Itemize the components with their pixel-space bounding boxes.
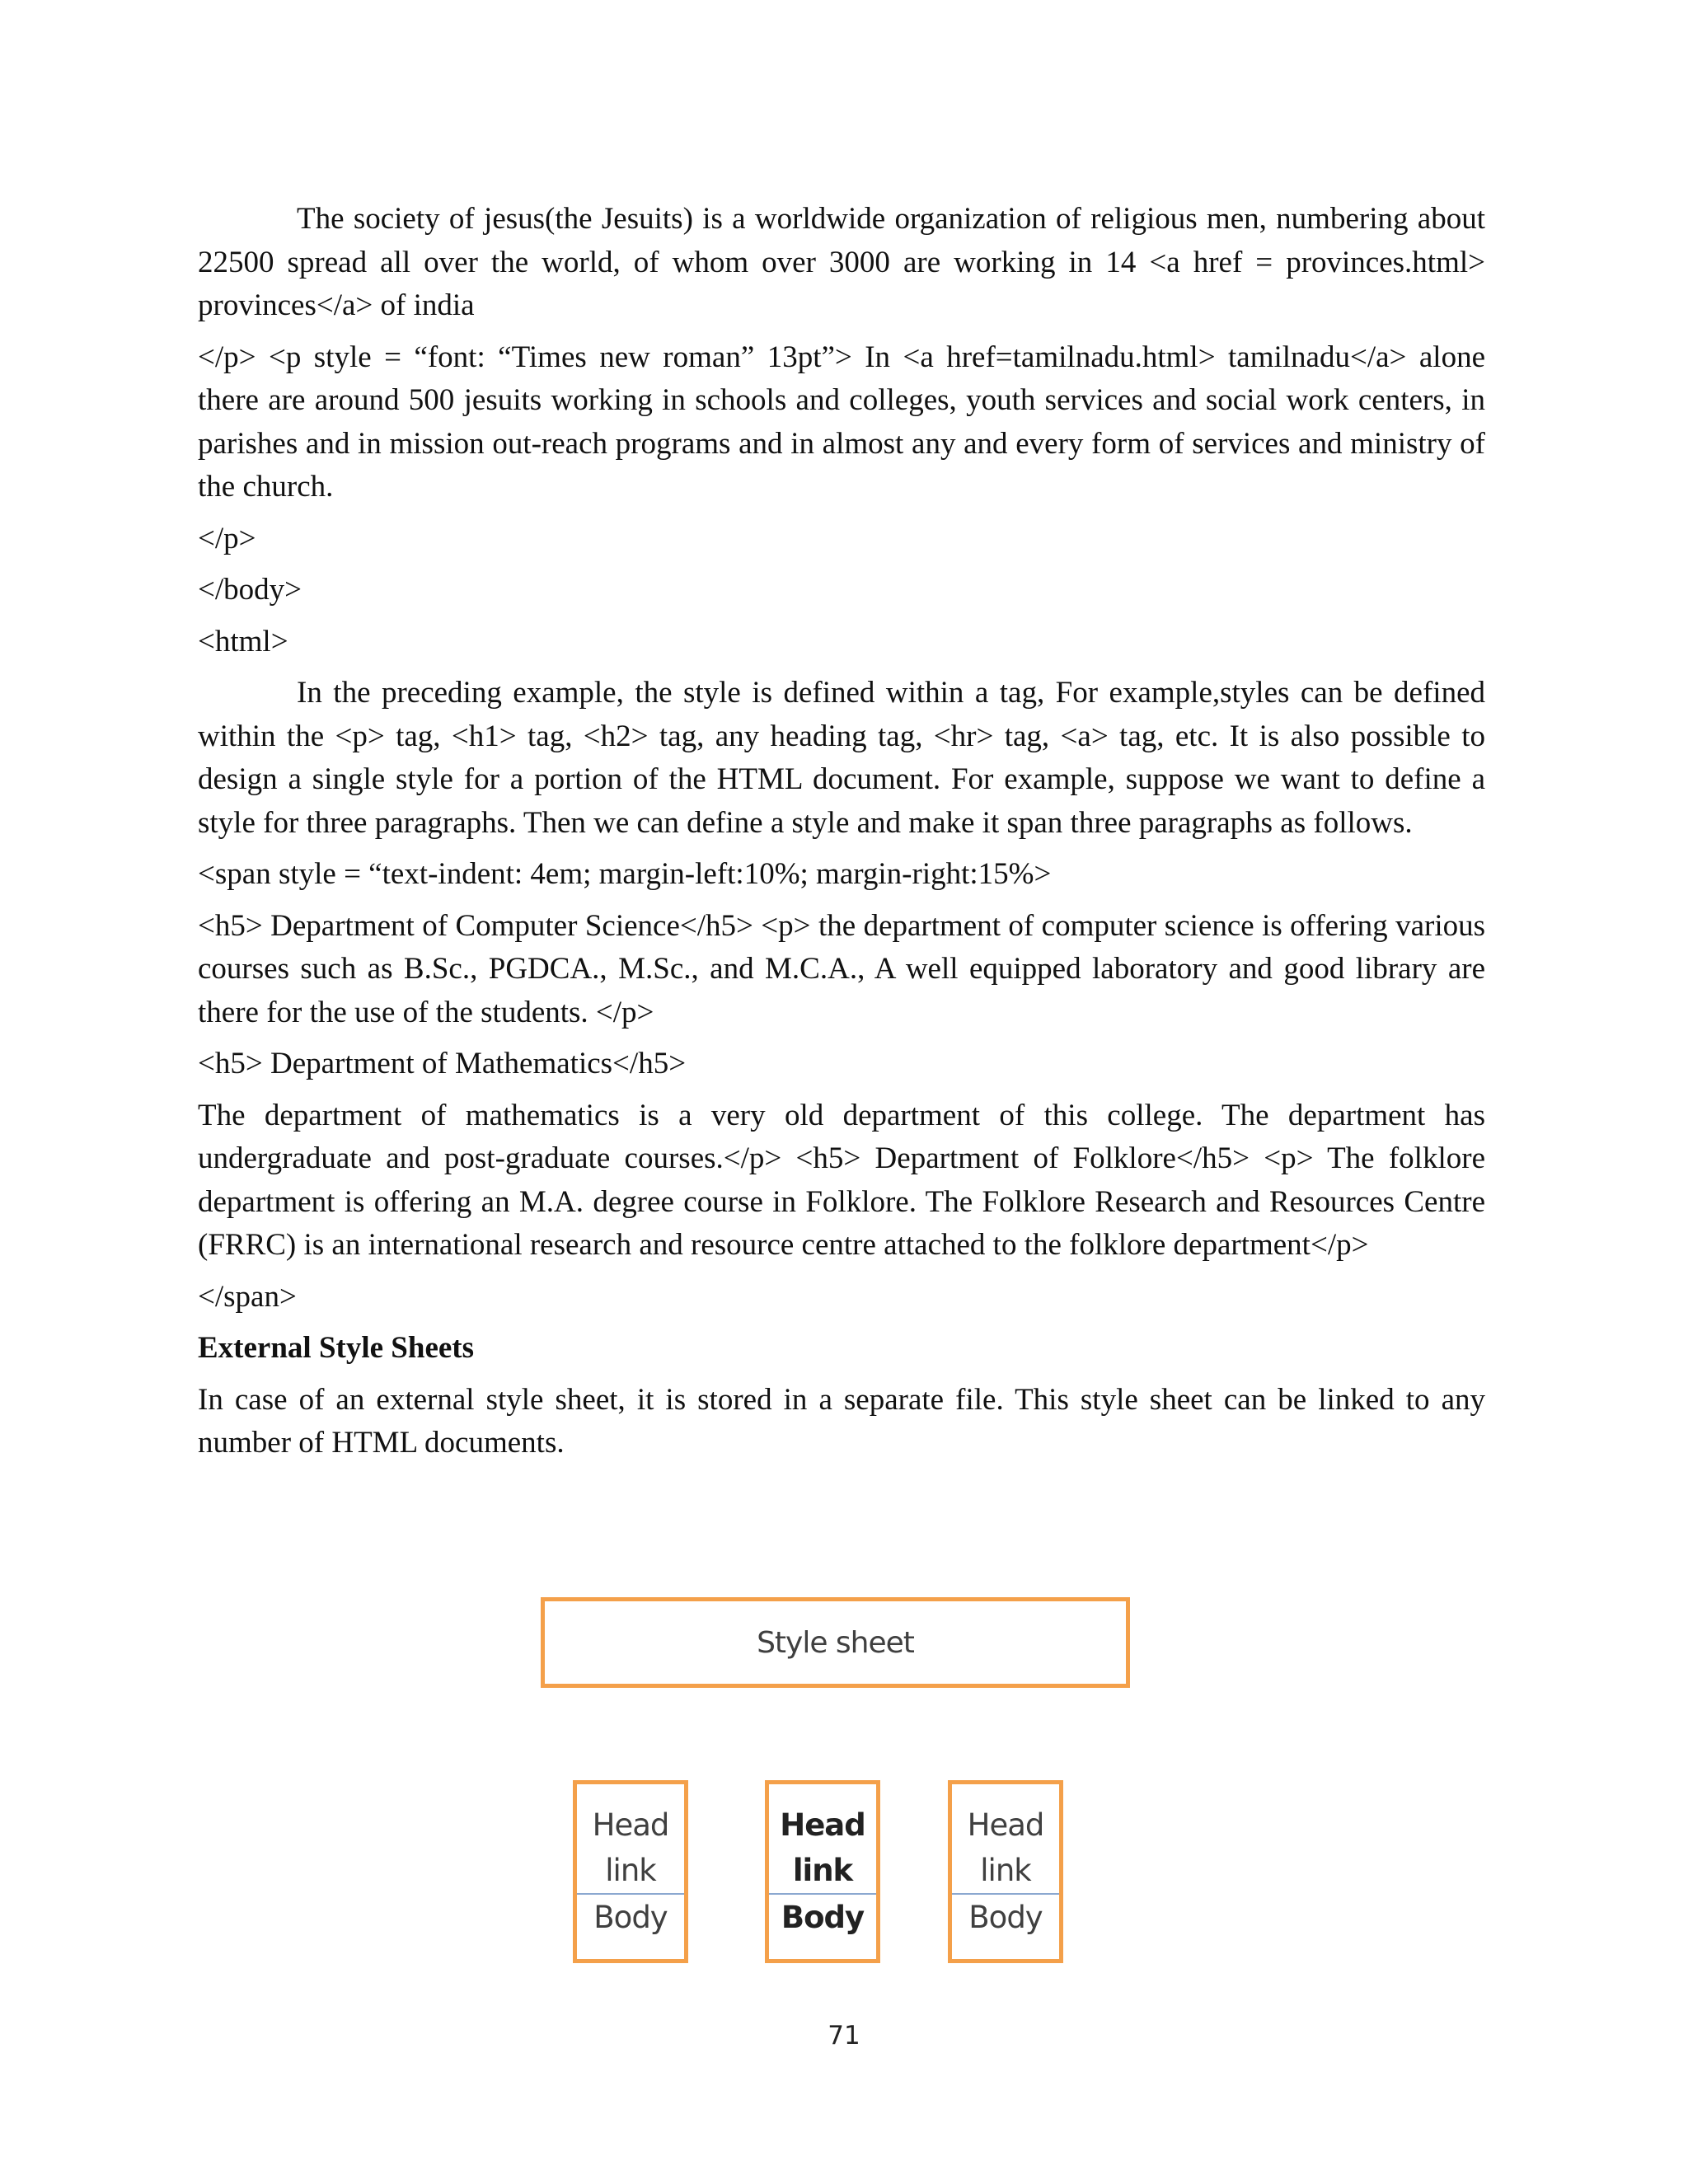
html-document-box-1 xyxy=(573,1780,688,1963)
page-number: 71 xyxy=(828,2021,860,2050)
doc-head-label: Head xyxy=(780,1807,865,1843)
code-line-span-close: </span> xyxy=(198,1279,297,1314)
paragraph-tamilnadu: </p> <p style = “font: “Times new roman” 13pt”> In <a href=tamilnadu.html> tamilnadu</a> alone there are around 500 jesuits working in schools and colleges, youth services and social work centers, in parishes and in mission out-reach programs and in almost any and every form of services and ministry of the church. xyxy=(198,340,1485,504)
document-body xyxy=(198,198,1485,1474)
code-line-span-open: <span style = “text-indent: 4em; margin-left:10%; margin-right:15%> xyxy=(198,857,1052,891)
doc-head-label: Head xyxy=(592,1807,669,1843)
doc-divider xyxy=(769,1893,876,1895)
paragraph-mathematics: The department of mathematics is a very old department of this college. The department has undergraduate and post-graduate courses.</p> <h5> Department of Folklore</h5> <p> The folklore department is offering an M.A. degree course in Folklore. The Folklore Research and Resources Centre (FRRC) is an international research and resource centre attached to the folklore department</p> xyxy=(198,1098,1485,1262)
doc-head-label: Head xyxy=(967,1807,1044,1843)
code-line-math-heading: <h5> Department of Mathematics</h5> xyxy=(198,1047,687,1080)
paragraph-preceding-example: In the preceding example, the style is defined within a tag, For example,styles can be defined within the <p> tag, <h1> tag, <h2> tag, any heading tag, <hr> tag, <a> tag, etc. It is also possible to design a single style for a portion of the HTML document. For example, suppose we want to define a style for three paragraphs. Then we can define a style and make it span three paragraphs as follows. xyxy=(198,676,1485,840)
html-document-box-3 xyxy=(948,1780,1063,1963)
doc-body-label: Body xyxy=(781,1900,865,1935)
code-line-close-p: </p> xyxy=(198,521,256,555)
style-sheet-label: Style sheet xyxy=(757,1625,914,1660)
paragraph-external-style-sheets: In case of an external style sheet, it is stored in a separate file. This style sheet can be linked to any number of HTML documents. xyxy=(198,1382,1485,1460)
style-sheet-box xyxy=(541,1597,1130,1688)
doc-link-label: link xyxy=(605,1853,656,1888)
doc-divider xyxy=(577,1893,684,1895)
code-line-close-body: </body> xyxy=(198,573,302,607)
doc-divider xyxy=(952,1893,1059,1895)
doc-link-label: link xyxy=(792,1853,853,1888)
paragraph-jesuits: The society of jesus(the Jesuits) is a worldwide organization of religious men, numbering about 22500 spread all over the world, of whom over 3000 are working in 14 <a href = provinces.html> provinces</a> of india xyxy=(198,202,1485,322)
section-heading: External Style Sheets xyxy=(198,1331,475,1365)
paragraph-computer-science: <h5> Department of Computer Science</h5> <p> the department of computer science is offering various courses such as B.Sc., PGDCA., M.Sc., and M.C.A., A well equipped laboratory and good library are there for the use of the students. </p> xyxy=(198,908,1485,1029)
doc-body-label: Body xyxy=(968,1900,1043,1935)
code-line-html: <html> xyxy=(198,624,288,658)
doc-link-label: link xyxy=(980,1853,1031,1888)
doc-body-label: Body xyxy=(593,1900,668,1935)
html-document-box-2 xyxy=(765,1780,880,1963)
